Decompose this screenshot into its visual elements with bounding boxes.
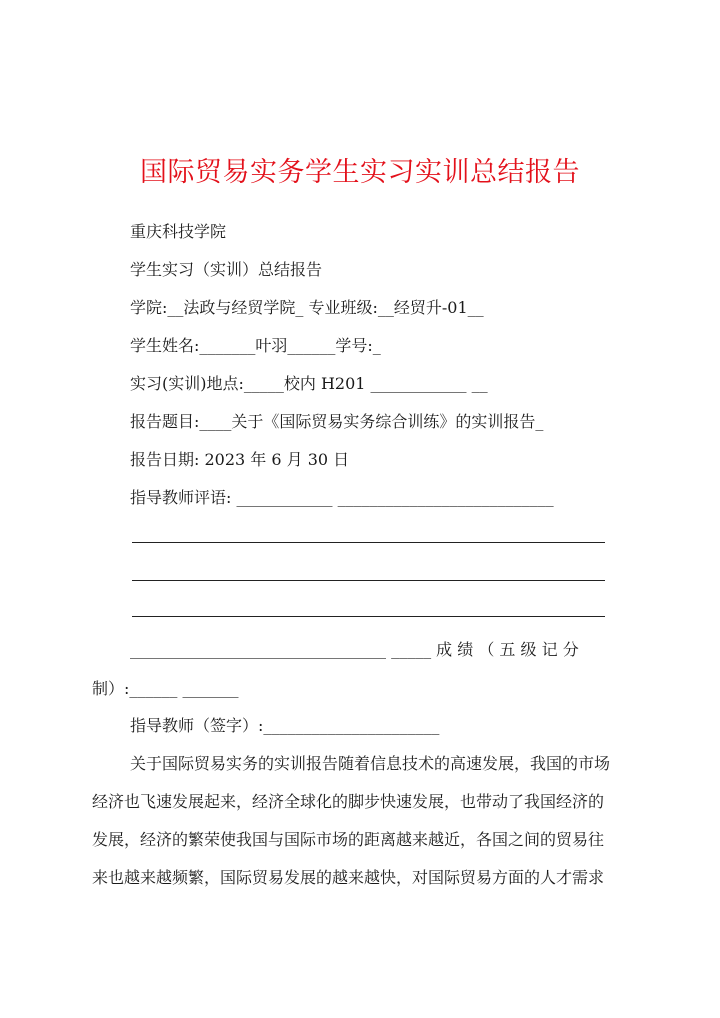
body-paragraph-line: 关于国际贸易实务的实训报告随着信息技术的高速发展，我国的市场 xyxy=(130,754,611,773)
grade-line: ________________________________ _____ 成 绩 （ 五 级 记 分 xyxy=(130,640,579,659)
school-name: 重庆科技学院 xyxy=(130,222,227,241)
grade-line-continued: 制）:______ _______ xyxy=(92,679,239,698)
college-class-line: 学院:__法政与经贸学院_ 专业班级:__经贸升-01__ xyxy=(130,298,484,317)
body-paragraph-line: 发展，经济的繁荣使我国与国际市场的距离越来越近，各国之间的贸易往 xyxy=(92,830,605,849)
teacher-comment-line: 指导教师评语: ____________ ___________________________ xyxy=(130,488,554,507)
signature-line: 指导教师（签字）:______________________ xyxy=(130,716,440,735)
report-title: 国际贸易实务学生实习实训总结报告 xyxy=(140,157,580,188)
comment-rule-2 xyxy=(132,580,605,581)
student-name-line: 学生姓名:_______叶羽______学号:_ xyxy=(130,336,381,355)
comment-rule-1 xyxy=(132,542,605,543)
comment-rule-3 xyxy=(132,616,605,617)
report-type: 学生实习（实训）总结报告 xyxy=(130,260,323,279)
location-line: 实习(实训)地点:_____校内 H201 ____________ __ xyxy=(130,374,488,393)
body-paragraph-line: 来也越来越频繁，国际贸易发展的越来越快，对国际贸易方面的人才需求 xyxy=(92,868,605,887)
topic-line: 报告题目:____关于《国际贸易实务综合训练》的实训报告_ xyxy=(130,412,544,431)
report-date-line: 报告日期: 2023 年 6 月 30 日 xyxy=(130,450,350,469)
body-paragraph-line: 经济也飞速发展起来，经济全球化的脚步快速发展，也带动了我国经济的 xyxy=(92,792,605,811)
